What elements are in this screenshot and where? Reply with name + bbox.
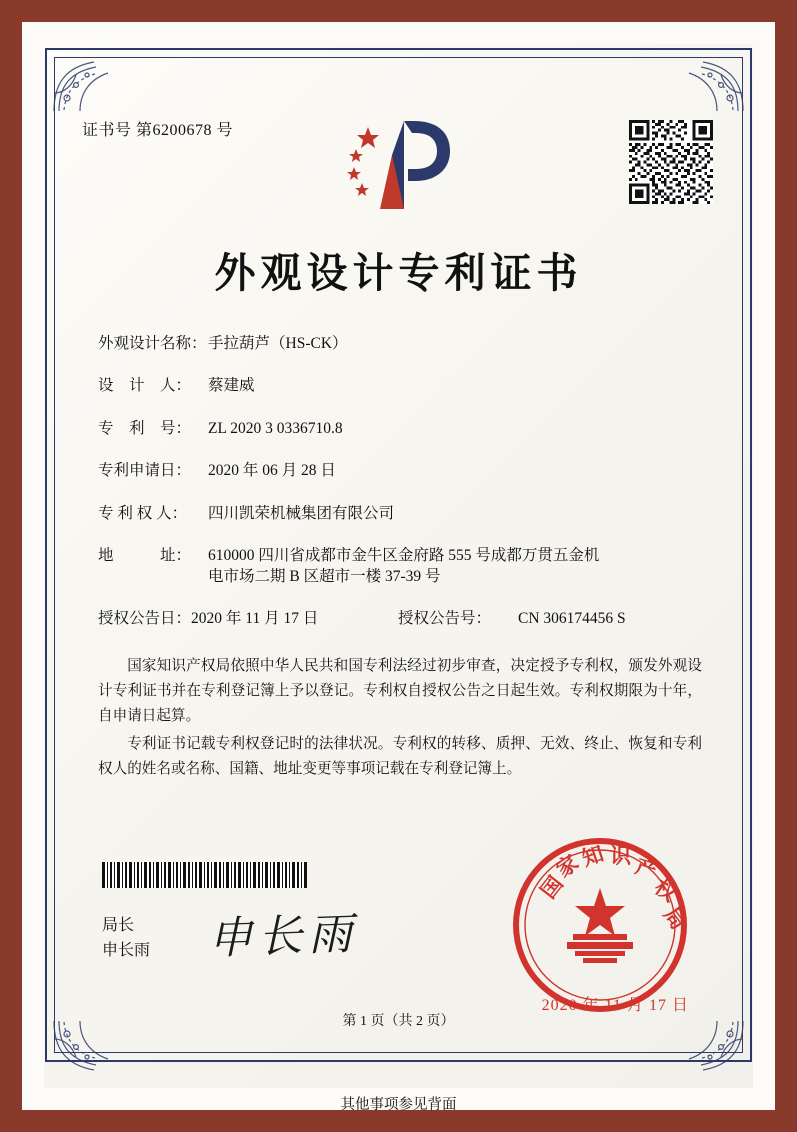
director-title: 局长 [102,917,135,934]
field-label: 地 址： [98,547,192,565]
certificate-content [60,62,737,1048]
handwritten-signature: 申长雨 [207,908,360,965]
field-label: 授权公告号： [398,610,492,628]
certificate-number: 证书号 第6200678 号 [82,122,234,139]
announcement-date-group [98,609,398,630]
page-number: 第 1 页（共 2 页） [342,1014,455,1029]
field-patentee [98,504,708,525]
field-value: ZL 2020 3 0336710.8 [208,419,343,437]
field-label: 授权公告日： [98,610,192,628]
svg-text:知: 知 [579,841,607,871]
field-application-date [98,461,708,482]
qr-code [629,120,713,204]
field-address [98,546,708,588]
field-list [98,334,708,652]
footer-note: 其他事项参见背面 [340,1097,457,1113]
field-value-line2: 电市场二期 B 区超市一楼 37-39 号 [208,568,441,586]
field-designer [98,376,708,397]
field-value: CN 306174456 S [518,610,626,628]
svg-text:识: 识 [610,844,631,868]
field-patent-number [98,419,708,440]
field-label: 外观设计名称： [98,335,207,352]
field-label: 专 利 号： [98,419,192,437]
field-label: 专利申请日： [98,462,192,480]
seal-date: 2020 年 11 月 17 日 [541,997,689,1014]
barcode [102,862,307,888]
svg-text:国: 国 [536,871,568,904]
svg-text:局: 局 [658,902,691,934]
director-name: 申长雨 [102,941,151,959]
field-announcement [98,609,708,630]
paragraph-1: 国家知识产权局依照中华人民共和国专利法经过初步审查，决定授予专利权，颁发外观设计专利证书并在专利登记簿上予以登记。专利权自授权公告之日起生效。专利权期限为十年，自申请日起算。 [98,658,702,725]
svg-text:家: 家 [551,850,583,883]
field-value: 2020 年 11 月 17 日 [191,610,319,628]
field-design-name [98,334,708,355]
signature-block [102,914,150,964]
paragraph-2: 专利证书记载专利权登记时的法律状况。专利权的转移、质押、无效、终止、恢复和专利权人的姓名或名称、国籍、地址变更等事项记载在专利登记簿上。 [98,736,702,778]
field-label: 设 计 人： [98,377,192,395]
field-value: 四川凯荣机械集团有限公司 [208,504,395,522]
field-value: 610000 四川省成都市金牛区金府路 555 号成都万贯五金机 [208,547,600,565]
svg-text:产: 产 [632,853,660,884]
field-value: 手拉葫芦（HS-CK） [208,335,348,352]
field-value: 蔡建威 [208,377,255,395]
svg-text:权: 权 [650,874,682,907]
legal-text [98,654,702,785]
field-label: 专 利 权 人： [98,504,188,522]
page-title: 外观设计专利证书 [214,250,583,296]
field-value-wrap [208,546,708,588]
field-value: 2020 年 06 月 28 日 [208,462,336,480]
cnipa-logo-icon [342,115,472,215]
